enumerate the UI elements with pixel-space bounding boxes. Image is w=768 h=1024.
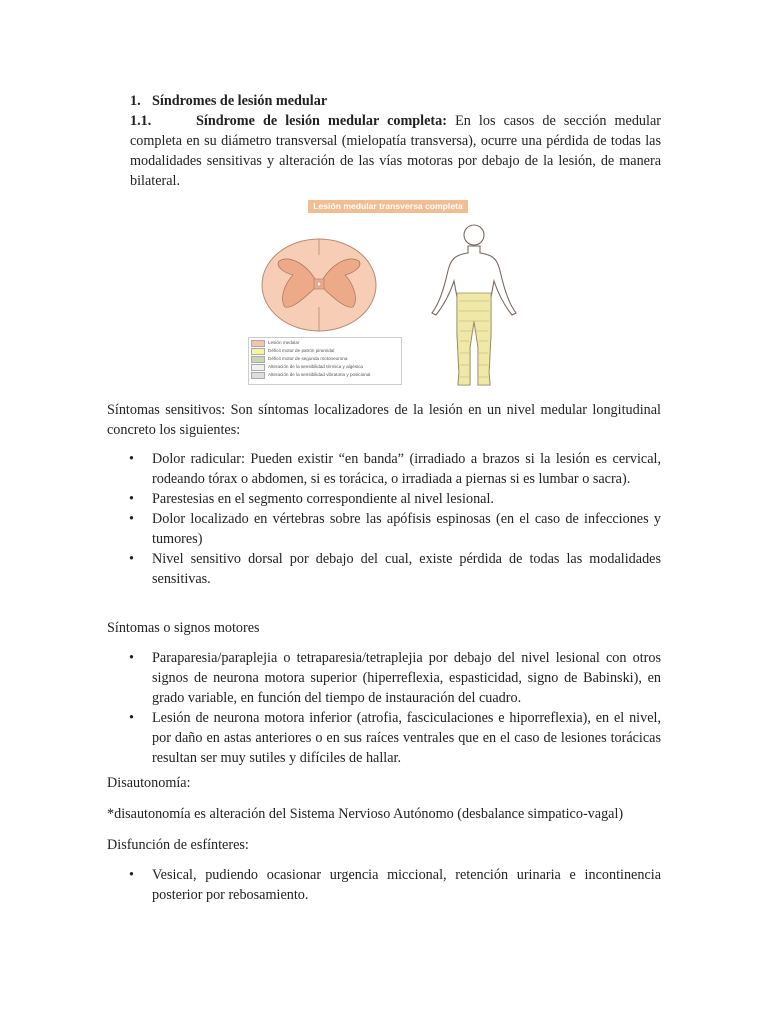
- legend-label: Déficit motor de patrón piramidal: [268, 348, 335, 354]
- legend-swatch: [251, 372, 265, 379]
- spinal-lesion-figure: [246, 197, 522, 389]
- list-item-text: Dolor radicular: Pueden existir “en banda” (irradiado a brazos si la lesión es cervical, rodeando tórax o abdomen, si es torácica, o irradiada a piernas si es lumbar o sacra).: [152, 451, 661, 487]
- sensitive-intro: Síntomas sensitivos: Son síntomas localizadores de la lesión en un nivel medular longitudinal concreto los siguientes:: [107, 402, 661, 438]
- bullet: •: [129, 710, 134, 726]
- bullet: •: [129, 867, 134, 883]
- sphincter-title: Disfunción de esfínteres:: [107, 837, 249, 853]
- list-item-text: Lesión de neurona motora inferior (atrofia, fasciculaciones e hiporreflexia), en el nivel, por daño en astas anteriores o en sus raíces ventrales que en el caso de lesiones torácicas resultan ser muy sutiles y difíciles de hallar.: [152, 710, 661, 766]
- subsection-title: Síndrome de lesión medular completa:: [196, 113, 447, 129]
- motor-list: [107, 648, 661, 768]
- list-item: [107, 549, 661, 589]
- legend-item: [251, 355, 401, 363]
- subsection-number: 1.1.: [130, 113, 152, 129]
- list-item-text: Parestesias en el segmento correspondiente al nivel lesional.: [152, 491, 494, 507]
- legend-swatch: [251, 348, 265, 355]
- list-item: [107, 449, 661, 489]
- motor-intro: Síntomas o signos motores: [107, 620, 260, 636]
- figure-title: Lesión medular transversa completa: [308, 200, 468, 213]
- list-item: [107, 648, 661, 708]
- legend-swatch: [251, 356, 265, 363]
- list-item-text: Dolor localizado en vértebras sobre las apófisis espinosas (en el caso de infecciones y tumores): [152, 511, 661, 547]
- dysautonomia-note: *disautonomía es alteración del Sistema Nervioso Autónomo (desbalance simpatico-vagal): [107, 806, 624, 822]
- bullet: •: [129, 650, 134, 666]
- list-item: [107, 865, 661, 905]
- legend-item: [251, 363, 401, 371]
- list-item-text: Paraparesia/paraplejia o tetraparesia/tetraplejia por debajo del nivel lesional con otros signos de neurona motora superior (hiperreflexia, espasticidad, signo de Babinski), en grado variable, en función del tiempo de instauración del cuadro.: [152, 650, 661, 706]
- section-title: Síndromes de lesión medular: [152, 93, 328, 109]
- human-body-outline: [432, 225, 516, 385]
- legend-label: Alteración de la sensibilidad vibratoria y posicional: [268, 372, 371, 378]
- bullet: •: [129, 551, 134, 567]
- list-item-text: Vesical, pudiendo ocasionar urgencia miccional, retención urinaria e incontinencia posterior por rebosamiento.: [152, 867, 661, 903]
- list-item: [107, 489, 661, 509]
- subsection-text: En los casos de sección medular completa en su diámetro transversal (mielopatía transversa), ocurre una pérdida de todas las modalidades sensitivas y alteración de las vías motoras por debajo de la lesión, de manera bilateral.: [130, 113, 661, 189]
- section-heading: [130, 91, 327, 111]
- list-item: [107, 509, 661, 549]
- bullet: •: [129, 491, 134, 507]
- legend-swatch: [251, 340, 265, 347]
- list-item-text: Nivel sensitivo dorsal por debajo del cual, existe pérdida de todas las modalidades sensitivas.: [152, 551, 661, 587]
- section-number: 1.: [130, 93, 141, 109]
- bullet: •: [129, 511, 134, 527]
- bullet: •: [129, 451, 134, 467]
- legend-label: Alteración de la sensibilidad térmica y algésica: [268, 364, 363, 370]
- sphincter-list: [107, 865, 661, 905]
- sensitive-list: [107, 449, 661, 589]
- legend-swatch: [251, 364, 265, 371]
- spinal-cord-cross-section: [262, 239, 376, 331]
- figure-legend: [248, 337, 402, 385]
- subsection-paragraph: [130, 111, 661, 191]
- list-item: [107, 708, 661, 768]
- legend-label: Lesión medular: [268, 340, 300, 346]
- legend-item: [251, 371, 401, 379]
- legend-label: Déficit motor de segunda motoneurona: [268, 356, 348, 362]
- dysautonomia-title: Disautonomía:: [107, 775, 191, 791]
- legend-item: [251, 339, 401, 347]
- legend-item: [251, 347, 401, 355]
